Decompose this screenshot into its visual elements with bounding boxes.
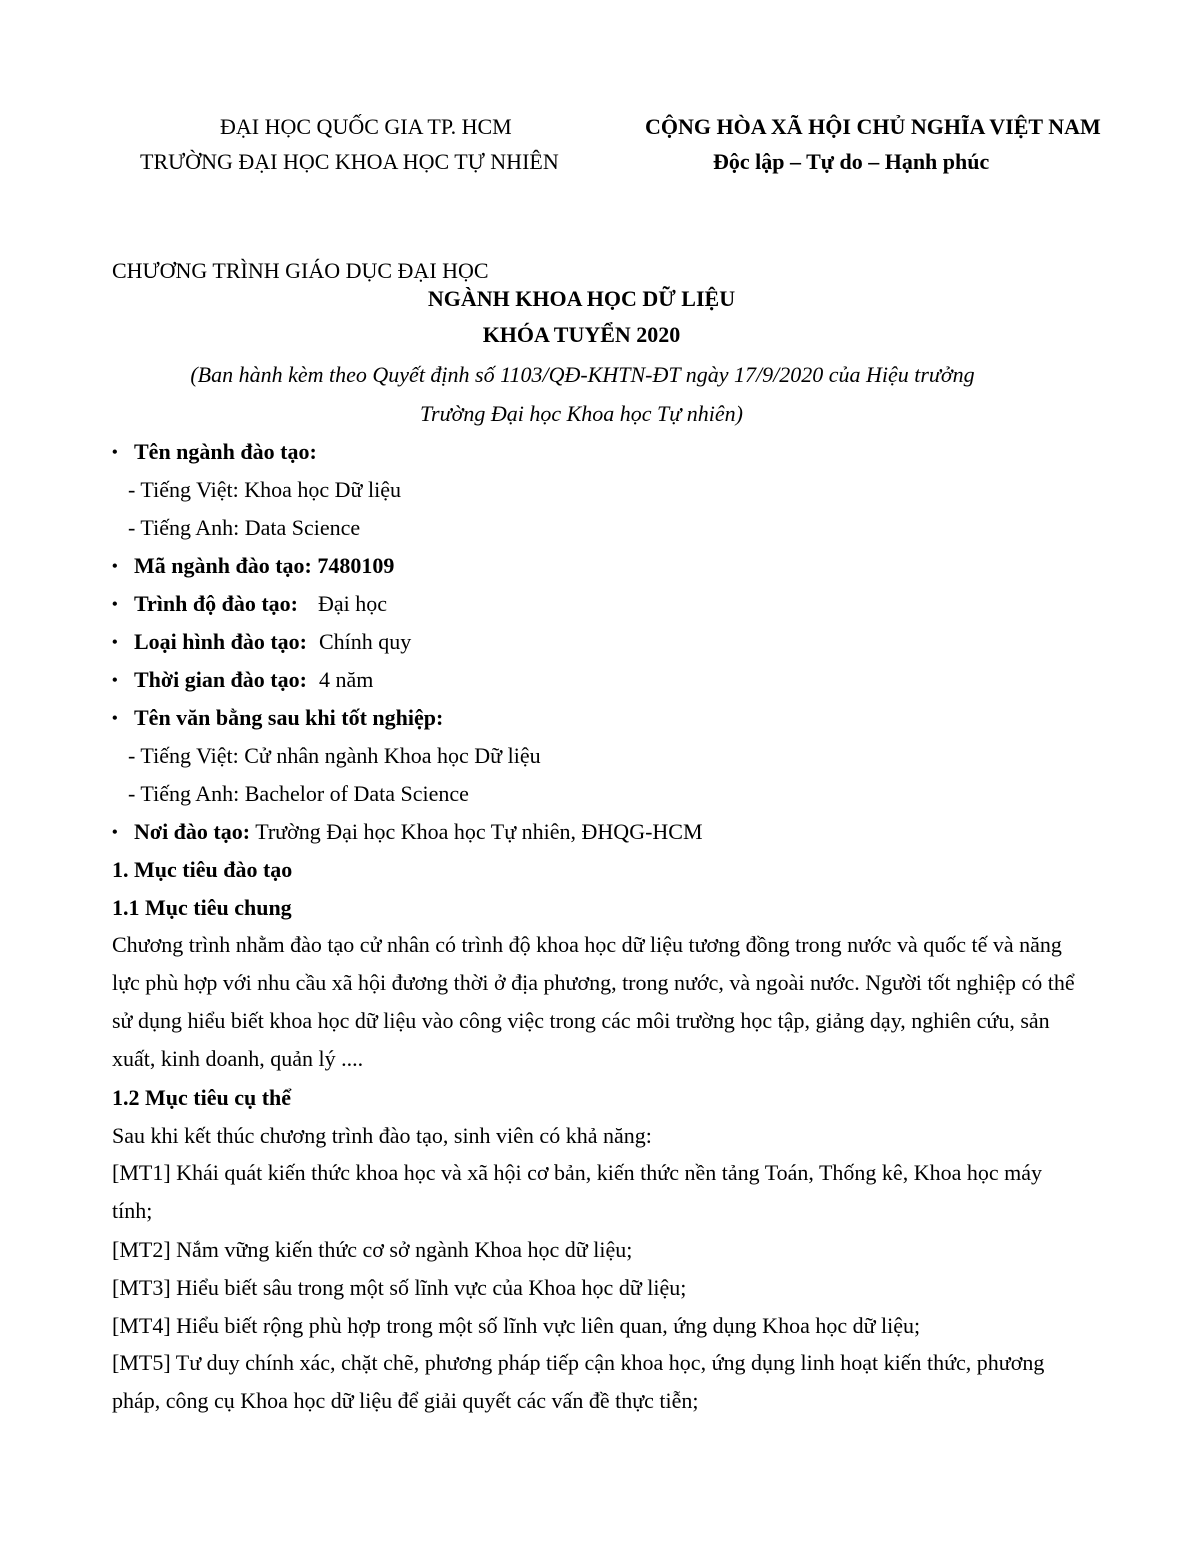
specific-objective-intro: Sau khi kết thúc chương trình đào tạo, sinh viên có khả năng: bbox=[112, 1123, 652, 1148]
info-item-code bbox=[112, 555, 394, 577]
objective-mt2: [MT2] Nắm vững kiến thức cơ sở ngành Khoa học dữ liệu; bbox=[112, 1237, 633, 1262]
national-motto: Độc lập – Tự do – Hạnh phúc bbox=[713, 149, 990, 174]
duration-value: 4 năm bbox=[318, 667, 374, 692]
level-label: Trình độ đào tạo: bbox=[134, 591, 299, 616]
type-value: Chính quy bbox=[319, 629, 412, 654]
info-item-level bbox=[112, 593, 387, 615]
info-item-degree bbox=[112, 707, 443, 729]
objective-mt3: [MT3] Hiểu biết sâu trong một số lĩnh vực của Khoa học dữ liệu; bbox=[112, 1275, 687, 1300]
bullet-icon: • bbox=[112, 710, 118, 727]
degree-en: - Tiếng Anh: Bachelor of Data Science bbox=[128, 781, 469, 806]
level-value: Đại học bbox=[318, 591, 388, 616]
cohort-title: KHÓA TUYỂN 2020 bbox=[482, 322, 681, 347]
bullet-icon: • bbox=[112, 596, 118, 613]
section-heading: 1. Mục tiêu đào tạo bbox=[112, 857, 293, 882]
info-item-major-name bbox=[112, 441, 317, 463]
major-title: NGÀNH KHOA HỌC DỮ LIỆU bbox=[427, 286, 736, 311]
objective-mt4: [MT4] Hiểu biết rộng phù hợp trong một số lĩnh vực liên quan, ứng dụng Khoa học dữ liệu; bbox=[112, 1313, 921, 1338]
school-name: TRƯỜNG ĐẠI HỌC KHOA HỌC TỰ NHIÊN bbox=[140, 149, 559, 174]
info-item-place bbox=[112, 821, 703, 843]
major-name-label: Tên ngành đào tạo: bbox=[134, 439, 317, 464]
program-label: CHƯƠNG TRÌNH GIÁO DỤC ĐẠI HỌC bbox=[112, 258, 489, 283]
info-item-type bbox=[112, 631, 411, 653]
decree-line-1: (Ban hành kèm theo Quyết định số 1103/QĐ-KHTN-ĐT ngày 17/9/2020 của Hiệu trưởng bbox=[190, 362, 975, 387]
republic-name: CỘNG HÒA XÃ HỘI CHỦ NGHĨA VIỆT NAM bbox=[645, 114, 1101, 139]
objective-mt1: [MT1] Khái quát kiến thức khoa học và xã hội cơ bản, kiến thức nền tảng Toán, Thống kê, Khoa học máy tính; bbox=[112, 1160, 1042, 1223]
decree-line-2: Trường Đại học Khoa học Tự nhiên) bbox=[420, 401, 743, 426]
major-name-en: - Tiếng Anh: Data Science bbox=[128, 515, 361, 540]
degree-label: Tên văn bằng sau khi tốt nghiệp: bbox=[134, 705, 444, 730]
degree-vi: - Tiếng Việt: Cử nhân ngành Khoa học Dữ liệu bbox=[128, 743, 541, 768]
bullet-icon: • bbox=[112, 634, 118, 651]
type-label: Loại hình đào tạo: bbox=[134, 629, 307, 654]
bullet-icon: • bbox=[112, 824, 118, 841]
major-code: Mã ngành đào tạo: 7480109 bbox=[134, 553, 395, 578]
place-value: Trường Đại học Khoa học Tự nhiên, ĐHQG-HCM bbox=[255, 819, 703, 844]
major-name-vi: - Tiếng Việt: Khoa học Dữ liệu bbox=[128, 477, 401, 502]
university-name: ĐẠI HỌC QUỐC GIA TP. HCM bbox=[220, 114, 512, 139]
bullet-icon: • bbox=[112, 444, 118, 461]
duration-label: Thời gian đào tạo: bbox=[134, 667, 307, 692]
info-item-duration bbox=[112, 669, 373, 691]
specific-objective-heading: 1.2 Mục tiêu cụ thể bbox=[112, 1085, 292, 1110]
bullet-icon: • bbox=[112, 558, 118, 575]
place-label: Nơi đào tạo: bbox=[134, 819, 251, 844]
objective-mt5: [MT5] Tư duy chính xác, chặt chẽ, phương pháp tiếp cận khoa học, ứng dụng linh hoạt kiến thức, phương pháp, công cụ Khoa học dữ liệu để giải quyết các vấn đề thực tiễn; bbox=[112, 1350, 1045, 1413]
bullet-icon: • bbox=[112, 672, 118, 689]
general-objective-heading: 1.1 Mục tiêu chung bbox=[112, 895, 292, 920]
general-objective-text: Chương trình nhằm đào tạo cử nhân có trình độ khoa học dữ liệu tương đồng trong nước và quốc tế và năng lực phù hợp với nhu cầu xã hội đương thời ở địa phương, trong nước, và ngoài nước. Người tốt nghiệp có thể sử dụng hiểu biết khoa học dữ liệu vào công việc trong các môi trường học tập, giảng dạy, nghiên cứu, sản xuất, kinh doanh, quản lý .... bbox=[112, 932, 1075, 1071]
